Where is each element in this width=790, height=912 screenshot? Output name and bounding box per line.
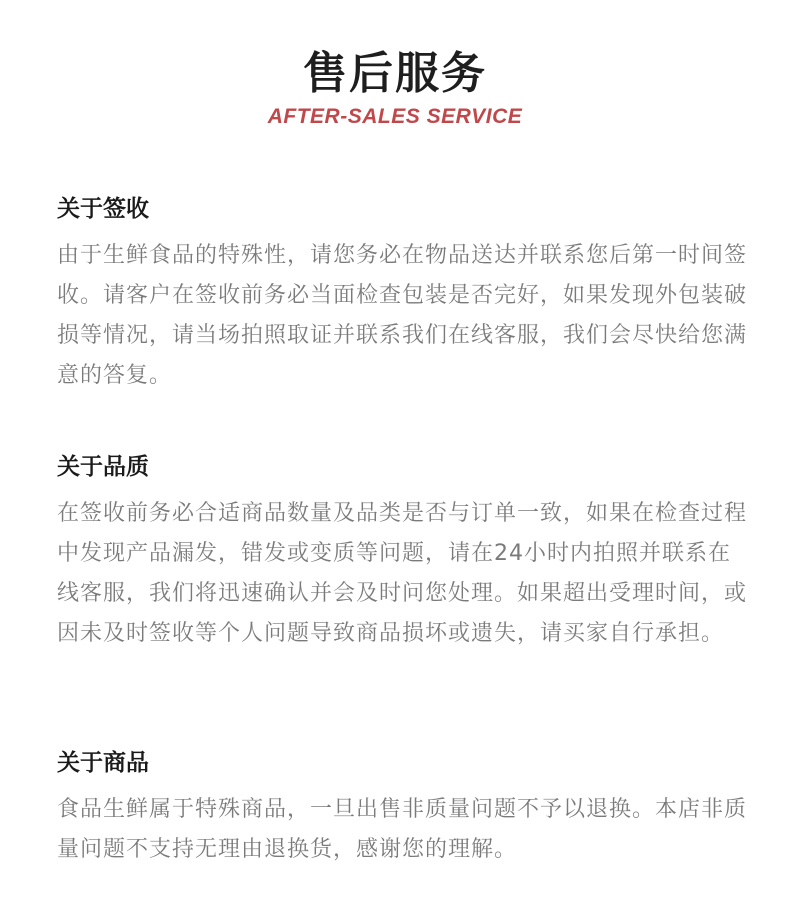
section-signing	[57, 194, 747, 396]
section-heading-signing: 关于签收	[57, 196, 149, 222]
section-quality	[57, 452, 747, 654]
page-title: 售后服务	[303, 48, 487, 99]
page-subtitle: AFTER-SALES SERVICE	[267, 105, 523, 128]
section-body-signing: 由于生鲜食品的特殊性，请您务必在物品送达并联系您后第一时间签收。请客户在签收前务必当面检查包装是否完好，如果发现外包装破损等情况，请当场拍照取证并联系我们在线客服，我们会尽快给您满意的答复。	[57, 243, 748, 388]
section-body-goods: 食品生鲜属于特殊商品，一旦出售非质量问题不予以退换。本店非质量问题不支持无理由退换货，感谢您的理解。	[57, 797, 748, 862]
section-heading-quality: 关于品质	[57, 454, 149, 480]
section-goods	[57, 748, 747, 870]
section-body-quality: 在签收前务必合适商品数量及品类是否与订单一致，如果在检查过程中发现产品漏发，错发或变质等问题，请在24小时内拍照并联系在线客服，我们将迅速确认并会及时问您处理。如果超出受理时间，或因未及时签收等个人问题导致商品损坏或遗失，请买家自行承担。	[57, 501, 748, 646]
section-heading-goods: 关于商品	[57, 750, 149, 776]
